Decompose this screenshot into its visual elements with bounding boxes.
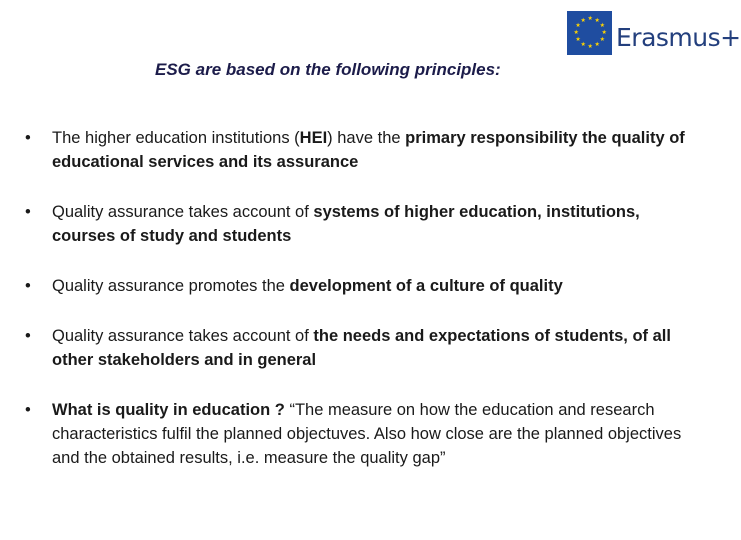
eu-flag-icon	[567, 11, 612, 55]
list-item	[25, 126, 705, 174]
bullet-text: “The measure on how the education and research characteristics fulfil the planned objectuves. Also how close are the planned objectives and the obtained results, i.e. measure the quality gap”	[52, 401, 682, 467]
flag-star-icon: ★	[599, 37, 605, 43]
flag-star-icon: ★	[575, 37, 581, 43]
flag-star-icon: ★	[573, 30, 579, 36]
bullet-text: Quality assurance promotes the	[52, 277, 290, 295]
bullet-text: Quality assurance takes account of	[52, 327, 314, 345]
bullet-text: systems of higher education, institutions, courses of study and students	[52, 203, 640, 245]
bullet-text: HEI	[299, 129, 328, 147]
flag-star-icon: ★	[594, 42, 600, 49]
flag-star-icon: ★	[594, 17, 600, 24]
flag-star-icon: ★	[575, 23, 581, 29]
flag-star-icon: ★	[587, 16, 593, 22]
erasmus-logo	[567, 6, 741, 60]
bullet-text: the needs and expectations of students, of all other stakeholders and in general	[52, 327, 671, 369]
bullet-icon: •	[25, 401, 31, 419]
flag-star-icon: ★	[599, 23, 605, 29]
principles-list	[25, 126, 705, 496]
bullet-text: ) have the	[327, 129, 406, 147]
bullet-icon: •	[25, 129, 31, 147]
bullet-icon: •	[25, 327, 31, 345]
bullet-text: What is quality in education ?	[52, 401, 285, 419]
flag-star-icon: ★	[601, 30, 607, 36]
flag-star-icon: ★	[580, 42, 586, 49]
list-item	[25, 398, 705, 470]
bullet-text: Quality assurance takes account of	[52, 203, 314, 221]
list-item	[25, 274, 705, 298]
logo-text: Erasmus+	[616, 23, 741, 52]
bullet-text: primary responsibility the quality of educational services and its assurance	[52, 129, 685, 171]
bullet-text: The higher education institutions (	[52, 129, 300, 147]
bullet-icon: •	[25, 203, 31, 221]
list-item	[25, 324, 705, 372]
list-item	[25, 200, 705, 248]
page-title: ESG are based on the following principles:	[155, 60, 501, 79]
flag-star-icon: ★	[580, 17, 586, 24]
flag-star-icon: ★	[587, 44, 593, 50]
bullet-icon: •	[25, 277, 31, 295]
bullet-text: development of a culture of quality	[289, 277, 563, 295]
